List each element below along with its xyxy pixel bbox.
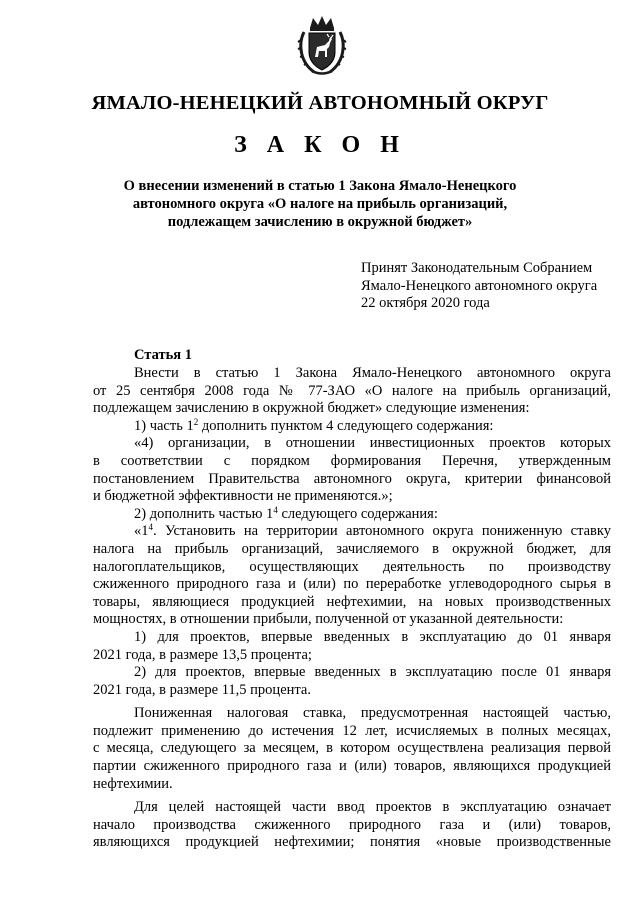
text-line: 2021 года, в размере 13,5 процента;	[93, 646, 312, 663]
law-subject	[100, 177, 540, 231]
text-line: нефтехимии.	[93, 775, 173, 792]
text-line: от 25 сентября 2008 года № 77-ЗАО «О налоге на прибыль организаций,	[93, 382, 611, 399]
subject-line: подлежащем зачислению в окружной бюджет»	[167, 214, 473, 230]
article-title: Статья 1	[134, 347, 192, 363]
text-line: товары, являющиеся продукцией нефтехимии, на новых производственных	[93, 593, 611, 610]
text-line: подлежит применению до истечения 12 лет, исчисляемых в полных месяцах,	[93, 722, 611, 739]
article-body	[93, 365, 611, 852]
coat-of-arms-icon	[296, 14, 348, 76]
text-line: начало производства сжиженного природного газа и (или) товаров,	[93, 816, 611, 833]
text-line: налога на прибыль организаций, зачисляемого в окружной бюджет, для	[93, 540, 611, 557]
adoption-line: Принят Законодательным Собранием	[361, 260, 593, 276]
superscript: 2	[193, 416, 199, 427]
text-line: 2021 года, в размере 11,5 процента.	[93, 681, 311, 698]
text-fragment: 2) дополнить частью 1	[134, 505, 274, 522]
text-line: Для целей настоящей части ввод проектов в эксплуатацию означает	[134, 799, 611, 816]
text-line: подлежащем зачислению в окружной бюджет» следующие изменения:	[93, 400, 530, 417]
superscript: 4	[148, 522, 153, 533]
text-line: налогоплательщиков, осуществляющих деятельность по производству	[93, 558, 611, 575]
text-fragment: следующего содержания:	[277, 505, 438, 522]
text-line: 1) для проектов, впервые введенных в эксплуатацию до 01 января	[134, 628, 611, 645]
text-line: Внести в статью 1 Закона Ямало-Ненецкого автономного округа	[134, 365, 611, 381]
superscript: 4	[273, 504, 278, 515]
text-line: 2) для проектов, впервые введенных в эксплуатацию после 01 января	[134, 664, 611, 681]
text-line: «4) организации, в отношении инвестиционных проектов которых	[134, 435, 611, 452]
amendment-item-2	[93, 506, 611, 524]
text-line: являющихся продукцией нефтехимии; понятия «новые производственные	[93, 834, 611, 851]
text-line: и бюджетной эффективности не применяются.»;	[93, 488, 393, 505]
text-line: постановлением Правительства автономного округа, критерии финансовой	[93, 470, 611, 487]
region-title: ЯМАЛО-НЕНЕЦКИЙ АВТОНОМНЫЙ ОКРУГ	[91, 92, 549, 114]
amendment-item-1	[93, 418, 611, 436]
text-fragment: 1) часть 1	[134, 417, 194, 434]
text-line	[93, 523, 611, 541]
document-type-title: З А К О Н	[234, 132, 406, 158]
adoption-line: 22 октября 2020 года	[361, 295, 490, 311]
subject-line: автономного округа «О налоге на прибыль организаций,	[132, 196, 508, 212]
text-fragment: «1	[134, 523, 149, 540]
adoption-note	[361, 260, 597, 313]
text-line: сжиженного природного газа и (или) по переработке углеводородного сырья в	[93, 576, 611, 593]
subject-line: О внесении изменений в статью 1 Закона Ямало-Ненецкого	[123, 178, 517, 194]
text-line: мощностях, в отношении прибыли, полученной от указанной деятельности:	[93, 611, 564, 628]
text-line: с месяца, следующего за месяцем, в котором осуществлена реализация первой	[93, 740, 611, 757]
text-fragment: . Установить на территории автономного округа пониженную ставку	[153, 523, 611, 540]
text-line: Пониженная налоговая ставка, предусмотренная настоящей частью,	[134, 705, 611, 722]
text-fragment: дополнить пунктом 4 следующего содержания:	[198, 417, 494, 434]
text-line: партии сжиженного природного газа и (или) товаров, являющихся продукцией	[93, 758, 611, 775]
text-line: в соответствии с порядком формирования Перечня, утвержденным	[93, 452, 611, 469]
adoption-line: Ямало-Ненецкого автономного округа	[361, 277, 598, 294]
